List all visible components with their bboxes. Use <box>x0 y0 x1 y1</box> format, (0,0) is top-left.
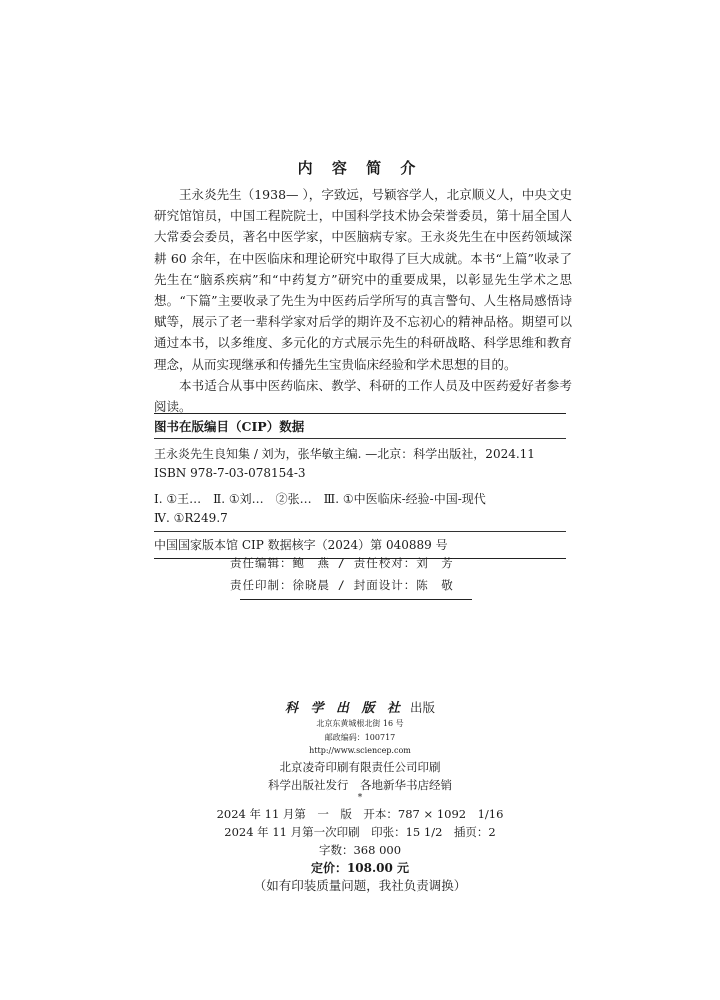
word-count: 字数：368 000 <box>318 843 402 857</box>
edition-line: 2024 年 11 月第 一 版 开本：787 × 1092 1/16 <box>216 807 504 821</box>
cip-block <box>154 413 566 559</box>
price: 定价：108.00 元 <box>310 861 410 875</box>
impression-line: 2024 年 11 月第一次印刷 印张：15 1/2 插页：2 <box>224 825 496 839</box>
cip-book-line: 王永炎先生良知集 / 刘为，张华敏主编. —北京：科学出版社，2024.11 <box>154 447 535 461</box>
separator-star: * <box>357 793 363 803</box>
production-credits: 责任印制：徐晓晨 / 封面设计：陈 敬 <box>230 578 454 592</box>
content-summary <box>154 184 572 417</box>
publisher-name: 科 学 出 版 社 <box>284 701 405 716</box>
publisher-suffix: 出版 <box>410 700 436 715</box>
cip-gap <box>154 482 566 490</box>
divider <box>240 599 472 600</box>
editor-credits: 责任编辑：鲍 燕 / 责任校对：刘 芳 <box>230 556 454 570</box>
cip-classification: Ⅳ. ①R249.7 <box>154 510 228 525</box>
summary-paragraph: 本书适合从事中医药临床、教学、科研的工作人员及中医药爱好者参考阅读。 <box>154 377 572 415</box>
cip-body <box>154 445 566 527</box>
printer-line: 北京凌奇印刷有限责任公司印刷 <box>279 760 441 774</box>
quality-note: （如有印装质量问题，我社负责调换） <box>253 878 467 893</box>
publisher-url: http://www.sciencep.com <box>309 746 411 755</box>
publisher-postcode: 邮政编码：100717 <box>324 733 396 742</box>
publisher-address: 北京东黄城根北街 16 号 <box>316 719 404 728</box>
cip-isbn: ISBN 978-7-03-078154-3 <box>154 465 306 480</box>
distribution-line: 科学出版社发行 各地新华书店经销 <box>268 778 452 792</box>
cip-classification: Ⅰ. ①王… Ⅱ. ①刘… ②张… Ⅲ. ①中医临床-经验-中国-现代 <box>154 492 486 506</box>
summary-paragraph: 王永炎先生（1938— ），字致远，号颖容学人，北京顺义人，中央文史研究馆馆员，中国工程院院士，中国科学技术协会荣誉委员，第十届全国人大常委会委员，著名中医学家，中医脑病专家。王永炎先生在中医药领域深耕 60 余年，在中医临床和理论研究中取得了巨大成就。本书“上篇”收录了先生在“脑系疾病”和“中药复方”研究中的重要成果，以彰显先生学术之思想。“下篇”主要收录了先生为中医药后学所写的真言警句、人生格局感悟诗赋等，展示了老一辈科学家对后学的期许及不忘初心的精神品格。期望可以通过本书，以多维度、多元化的方式展示先生的科研战略、科学思维和教育理念，从而实现继承和传播先生宝贵临床经验和学术思想的目的。 <box>154 187 572 372</box>
page-title: 内 容 简 介 <box>297 159 423 177</box>
cip-data-number: 中国国家版本馆 CIP 数据核字（2024）第 040889 号 <box>154 531 566 558</box>
cip-heading: 图书在版编目（CIP）数据 <box>154 414 566 439</box>
publisher-line <box>0 697 720 716</box>
